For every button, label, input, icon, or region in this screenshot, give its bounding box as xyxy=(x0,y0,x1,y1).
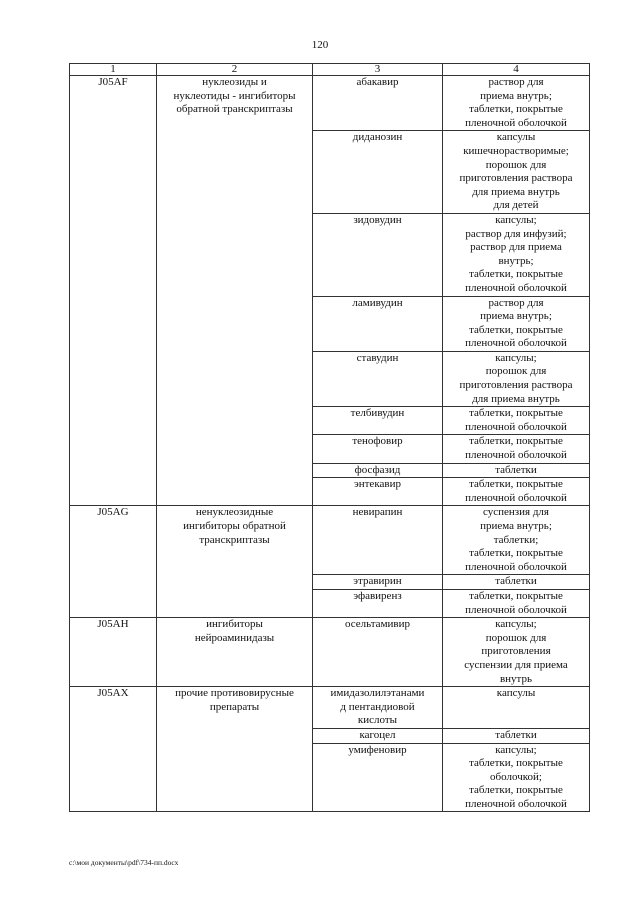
drug-name-cell xyxy=(313,589,443,617)
header-cell-3: 3 xyxy=(313,64,443,76)
drug-name-cell xyxy=(313,687,443,729)
dosage-form-line: приема внутрь; xyxy=(480,310,552,323)
header-row xyxy=(70,64,590,76)
drug-name-line: осельтамивир xyxy=(344,618,410,631)
dosage-form-line: таблетки xyxy=(495,575,537,588)
dosage-form-line: для приема внутрь xyxy=(472,392,560,405)
dosage-form-line: пленочной оболочкой xyxy=(465,797,567,810)
dosage-form-line: таблетки, покрытые xyxy=(469,784,563,797)
dosage-form-line: порошок для xyxy=(485,158,547,171)
dosage-form-line: раствор для xyxy=(488,296,544,309)
dosage-form-cell xyxy=(443,463,590,478)
dosage-form-line: капсулы; xyxy=(495,618,537,631)
dosage-form-line: таблетки xyxy=(495,463,537,476)
group-name-cell xyxy=(157,76,313,506)
drug-name-line: зидовудин xyxy=(353,213,402,226)
group-name-cell xyxy=(157,687,313,812)
group-name-line: нуклеозиды и xyxy=(202,76,267,88)
dosage-form-line: таблетки, покрытые xyxy=(469,323,563,336)
dosage-form-line: таблетки, покрытые xyxy=(469,103,563,116)
group-name-line: транскриптазы xyxy=(199,533,270,546)
group-name-line: ингибиторы обратной xyxy=(183,520,286,532)
drug-name-line: кагоцел xyxy=(359,728,396,741)
dosage-form-line: оболочкой; xyxy=(490,770,542,783)
dosage-form-line: пленочной оболочкой xyxy=(465,560,567,573)
dosage-form-line: пленочной оболочкой xyxy=(465,116,567,129)
header-cell-2: 2 xyxy=(157,64,313,76)
dosage-form-line: пленочной оболочкой xyxy=(465,603,567,616)
dosage-form-line: порошок для xyxy=(485,631,547,644)
page-number: 120 xyxy=(311,39,329,51)
drug-name-cell xyxy=(313,743,443,812)
group-name-line: ненуклеозидные xyxy=(195,506,274,519)
dosage-form-line: таблетки, покрытые xyxy=(469,478,563,491)
drug-name-line: невирапин xyxy=(352,506,403,519)
drug-name-cell xyxy=(313,435,443,463)
dosage-form-line: пленочной оболочкой xyxy=(465,281,567,294)
drug-name-cell xyxy=(313,463,443,478)
drug-name-line: кислоты xyxy=(357,714,398,727)
drug-name-cell xyxy=(313,618,443,687)
header-cell-4: 4 xyxy=(443,64,590,76)
drug-name-cell xyxy=(313,407,443,435)
drug-name-line: ламивудин xyxy=(352,296,403,309)
table-row xyxy=(70,506,590,575)
group-name-cell xyxy=(157,618,313,687)
group-name-line: нуклеотиды - ингибиторы xyxy=(173,89,296,102)
drug-name-line: имидазолилэтанами xyxy=(330,687,425,700)
dosage-form-cell xyxy=(443,478,590,506)
group-name-line: обратной транскриптазы xyxy=(176,103,293,116)
dosage-form-line: раствор для инфузий; xyxy=(465,227,567,240)
dosage-form-cell xyxy=(443,575,590,590)
table-row xyxy=(70,687,590,729)
dosage-form-line: капсулы; xyxy=(495,213,537,226)
drug-name-line: д пентандиовой xyxy=(340,700,415,713)
drug-table xyxy=(69,63,590,812)
dosage-form-cell xyxy=(443,618,590,687)
dosage-form-line: суспензии для приема xyxy=(464,658,568,671)
group-name-cell xyxy=(157,506,313,618)
dosage-form-line: для приема внутрь xyxy=(472,185,560,198)
atc-code-cell: J05AG xyxy=(70,506,157,618)
dosage-form-line: пленочной оболочкой xyxy=(465,337,567,350)
drug-name-line: энтекавир xyxy=(354,478,401,491)
drug-name-cell xyxy=(313,478,443,506)
group-name-line: ингибиторы xyxy=(206,618,263,631)
dosage-form-line: капсулы; xyxy=(495,743,537,756)
dosage-form-cell xyxy=(443,213,590,296)
dosage-form-line: порошок для xyxy=(485,365,547,378)
group-name-line: препараты xyxy=(209,700,260,713)
atc-code-cell: J05AH xyxy=(70,618,157,687)
drug-name-line: ставудин xyxy=(356,351,399,364)
dosage-form-line: таблетки; xyxy=(493,533,539,546)
atc-code-cell: J05AX xyxy=(70,687,157,812)
header-cell-1: 1 xyxy=(70,64,157,76)
dosage-form-cell xyxy=(443,76,590,131)
dosage-form-line: приема внутрь; xyxy=(480,520,552,532)
dosage-form-line: пленочной оболочкой xyxy=(465,449,567,462)
dosage-form-line: раствор для xyxy=(488,76,544,88)
dosage-form-cell xyxy=(443,687,590,729)
dosage-form-line: таблетки, покрытые xyxy=(469,589,563,602)
drug-name-cell xyxy=(313,575,443,590)
dosage-form-line: внутрь; xyxy=(498,254,534,267)
drug-name-line: телбивудин xyxy=(350,407,405,420)
atc-code-cell: J05AF xyxy=(70,76,157,506)
dosage-form-line: таблетки, покрытые xyxy=(469,407,563,420)
drug-name-cell xyxy=(313,728,443,743)
table-row xyxy=(70,618,590,687)
drug-name-cell xyxy=(313,76,443,131)
dosage-form-cell xyxy=(443,435,590,463)
dosage-form-line: капсулы; xyxy=(495,351,537,364)
dosage-form-line: суспензия для xyxy=(483,506,549,519)
drug-name-cell xyxy=(313,213,443,296)
dosage-form-line: для детей xyxy=(493,199,539,212)
dosage-form-cell xyxy=(443,506,590,575)
dosage-form-cell xyxy=(443,728,590,743)
drug-name-line: тенофовир xyxy=(352,435,403,448)
group-name-line: прочие противовирусные xyxy=(175,687,294,700)
drug-name-line: фосфазид xyxy=(354,463,401,476)
dosage-form-line: капсулы xyxy=(496,687,536,700)
dosage-form-line: капсулы xyxy=(496,131,536,144)
dosage-form-cell xyxy=(443,296,590,351)
table-body xyxy=(70,76,590,812)
dosage-form-cell xyxy=(443,351,590,406)
footer-file-path: c:\мои документы\pdf\734-пп.docx xyxy=(69,858,179,867)
dosage-form-cell xyxy=(443,743,590,812)
dosage-form-cell xyxy=(443,131,590,214)
drug-name-cell xyxy=(313,131,443,214)
drug-name-cell xyxy=(313,296,443,351)
dosage-form-cell xyxy=(443,589,590,617)
dosage-form-line: таблетки xyxy=(495,728,537,741)
group-name-line: нейроаминидазы xyxy=(194,631,275,644)
dosage-form-line: пленочной оболочкой xyxy=(465,491,567,504)
dosage-form-line: таблетки, покрытые xyxy=(469,268,563,281)
dosage-form-line: приготовления раствора xyxy=(459,379,573,392)
table-row xyxy=(70,76,590,131)
dosage-form-cell xyxy=(443,407,590,435)
drug-name-line: этравирин xyxy=(353,575,402,588)
drug-name-line: умифеновир xyxy=(348,743,407,756)
dosage-form-line: таблетки, покрытые xyxy=(469,547,563,560)
dosage-form-line: приготовления xyxy=(481,645,551,658)
dosage-form-line: раствор для приема xyxy=(470,241,562,254)
drug-name-line: эфавиренз xyxy=(353,589,402,602)
dosage-form-line: таблетки, покрытые xyxy=(469,757,563,770)
dosage-form-line: кишечнорастворимые; xyxy=(463,144,569,157)
dosage-form-line: внутрь xyxy=(499,672,533,685)
drug-name-line: абакавир xyxy=(356,76,399,88)
drug-name-cell xyxy=(313,506,443,575)
drug-name-cell xyxy=(313,351,443,406)
dosage-form-line: приготовления раствора xyxy=(459,172,573,185)
drug-name-line: диданозин xyxy=(352,131,403,144)
dosage-form-line: приема внутрь; xyxy=(480,89,552,102)
dosage-form-line: таблетки, покрытые xyxy=(469,435,563,448)
dosage-form-line: пленочной оболочкой xyxy=(465,420,567,433)
